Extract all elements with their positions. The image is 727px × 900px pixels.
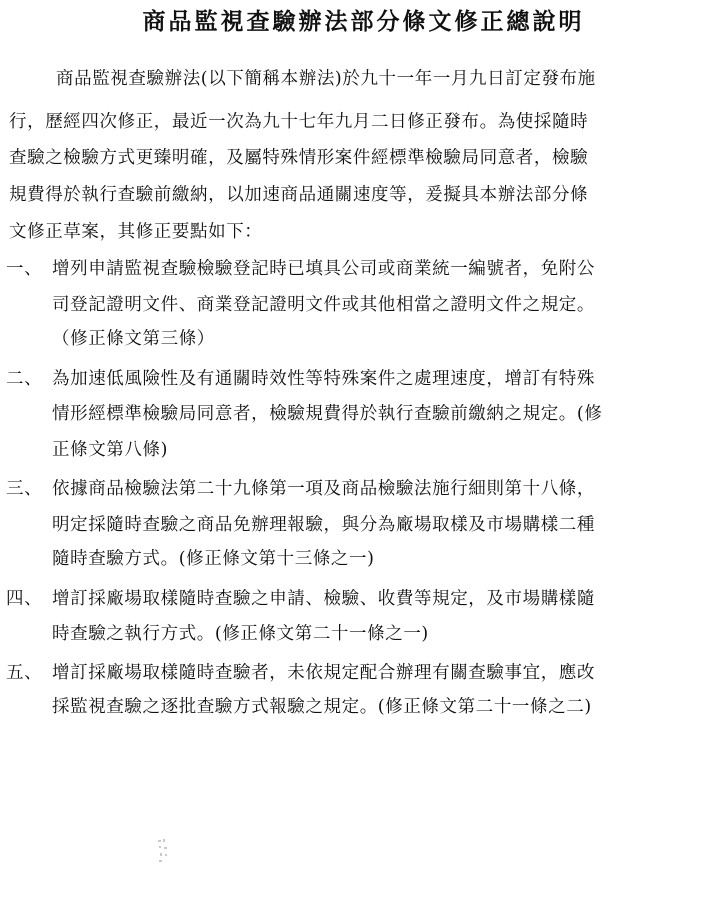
point-5-text-2: 採監視查驗之逐批查驗方式報驗之規定。(修正條文第二十一條之二) <box>52 697 592 717</box>
point-1-line-1 <box>6 256 595 282</box>
point-5-line-2 <box>6 694 592 720</box>
point-3-number: 三、 <box>6 479 43 499</box>
point-1-line-2: 司登記證明文件、商業登記證明文件或其他相當之證明文件之規定。 <box>52 295 595 315</box>
point-4-line-2: 時查驗之執行方式。(修正條文第二十一條之一) <box>52 624 429 644</box>
point-4-text-1: 增訂採廠場取樣隨時查驗之申請、檢驗、收費等規定，及市場購樣隨 <box>52 589 595 609</box>
point-2-line-3: 正條文第八條) <box>52 440 169 460</box>
point-4-line-1 <box>6 586 595 612</box>
point-3-text-1: 依據商品檢驗法第二十九條第一項及商品檢驗法施行細則第十八條， <box>52 479 595 499</box>
intro-line-3: 查驗之檢驗方式更臻明確，及屬特殊情形案件經標準檢驗局同意者，檢驗 <box>9 148 589 168</box>
intro-line-2: 行，歷經四次修正，最近一次為九十七年九月二日修正發布。為使採隨時 <box>9 112 589 132</box>
point-5-number: 五、 <box>6 663 43 683</box>
point-3-line-2: 明定採隨時查驗之商品免辦理報驗，與分為廠場取樣及市場購樣二種 <box>52 515 595 535</box>
point-2-line-2: 情形經標準檢驗局同意者，檢驗規費得於執行查驗前繳納之規定。(修 <box>52 404 603 424</box>
point-3-line-1 <box>6 476 595 502</box>
point-2-number: 二、 <box>6 369 43 389</box>
point-1-line-3: （修正條文第三條） <box>52 329 215 349</box>
intro-line-5: 文修正草案，其修正要點如下： <box>9 222 263 242</box>
point-1-text-1: 增列申請監視查驗檢驗登記時已填具公司或商業統一編號者，免附公 <box>52 259 595 279</box>
point-2-text-1: 為加速低風險性及有通關時效性等特殊案件之處理速度，增訂有特殊 <box>52 369 595 389</box>
scan-artifact-mark <box>156 838 170 864</box>
document-title: 商品監視查驗辦法部分條文修正總說明 <box>142 8 585 35</box>
point-4-number: 四、 <box>6 589 43 609</box>
point-3-line-3: 隨時查驗方式。(修正條文第十三條之一) <box>52 549 375 569</box>
point-5-line-1 <box>6 660 595 686</box>
point-2-line-1 <box>6 366 595 392</box>
intro-line-4: 規費得於執行查驗前繳納，以加速商品通關速度等，爰擬具本辦法部分條 <box>9 185 589 205</box>
point-5-text-1: 增訂採廠場取樣隨時查驗者，未依規定配合辦理有關查驗事宜，應改 <box>52 663 595 683</box>
point-1-number: 一、 <box>6 259 43 279</box>
intro-line-1: 商品監視查驗辦法(以下簡稱本辦法)於九十一年一月九日訂定發布施 <box>56 69 596 89</box>
